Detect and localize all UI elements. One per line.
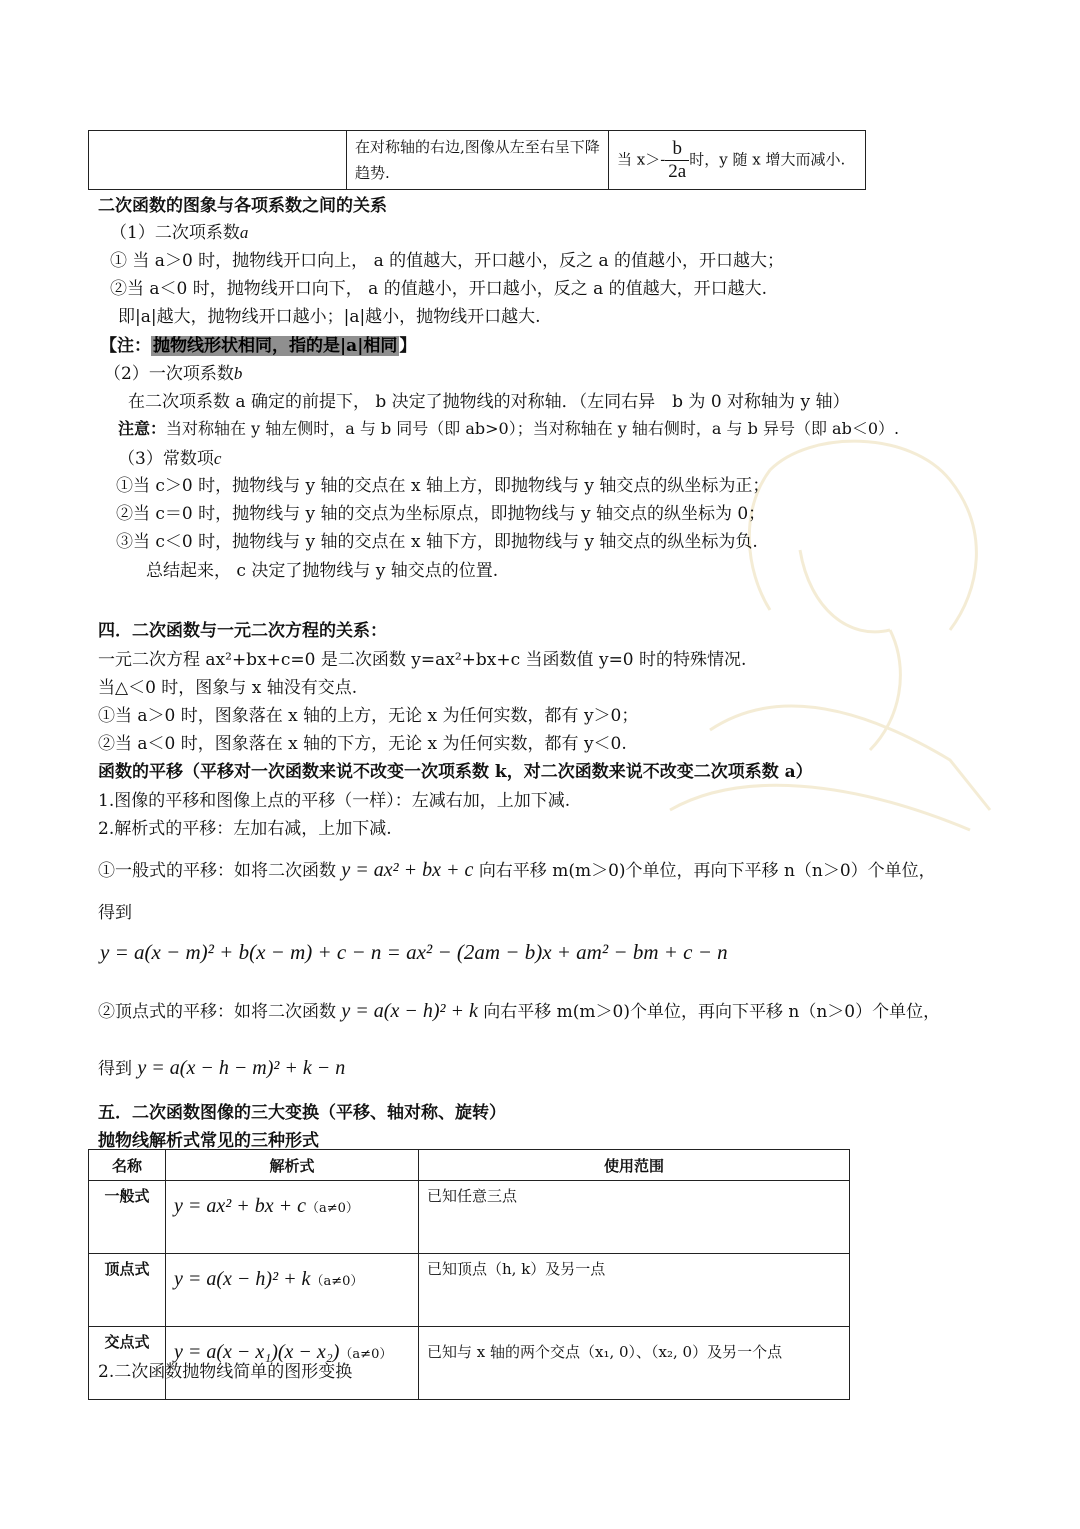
row-range: 已知与 x 轴的两个交点（x₁, 0）、（x₂, 0）及另一个点 (419, 1327, 850, 1400)
fraction-numerator: b (665, 138, 689, 161)
vertex-form-shift (98, 997, 940, 1023)
row-formula: y = a(x − h)² + k (174, 1268, 311, 1290)
section4-line-2: 当△＜0 时，图象与 x 轴没有交点. (98, 678, 358, 698)
fraction-b-over-2a (665, 138, 689, 183)
row-condition: （a≠0） (306, 1201, 359, 1216)
section5-heading: 五．二次函数图像的三大变换（平移、轴对称、旋转） (98, 1103, 506, 1123)
note-highlight: 抛物线形状相同，指的是|a|相同 (153, 336, 398, 356)
row-formula-cell (166, 1181, 419, 1254)
coeff-c-summary: 总结起来， c 决定了抛物线与 y 轴交点的位置. (146, 561, 499, 581)
section4-line-4: ②当 a＜0 时，图象落在 x 轴的下方，无论 x 为任何实数，都有 y＜0. (98, 734, 627, 754)
table-header-row (89, 1150, 850, 1181)
condition-prefix: 当 x＞- (617, 150, 666, 168)
shift-heading: 函数的平移（平移对一次函数来说不改变一次项系数 k，对二次函数来说不改变二次项系数 a） (98, 762, 813, 782)
vertex-form-formula: y = a(x − h)² + k (341, 1000, 478, 1022)
note2-text: 当对称轴在 y 轴左侧时，a 与 b 同号（即 ab>0）；当对称轴在 y 轴右侧时，a 与 b 异号（即 ab＜0）. (166, 419, 900, 438)
note2-label: 注意： (118, 419, 167, 438)
coeff-a-line-2: ②当 a＜0 时，抛物线开口向下， a 的值越小，开口越小，反之 a 的值越大，开口越大. (110, 279, 768, 299)
shift-line-2: 2.解析式的平移：左加右减，上加下减. (98, 819, 392, 839)
section4-heading: 四．二次函数与一元二次方程的关系： (98, 621, 387, 641)
coeff-a-line-3: 即|a|越大，抛物线开口越小；|a|越小，抛物线开口越大. (118, 307, 541, 327)
sub-heading-a-var: a (239, 223, 249, 242)
general-result-formula: y = a(x − m)² + b(x − m) + c − n = ax² − (2am − b)x + am² − bm + c − n (100, 940, 728, 964)
row-formula-cell (166, 1254, 419, 1327)
row-formula: y = a(x − x₁)(x − x₂) (174, 1341, 340, 1363)
vertex-result (98, 1054, 345, 1080)
note-prefix: 【注： (100, 336, 151, 356)
fraction-denominator: 2a (668, 160, 687, 182)
row-range: 已知任意三点 (419, 1181, 850, 1254)
coeff-c-line-3: ③当 c＜0 时，抛物线与 y 轴的交点在 x 轴下方，即抛物线与 y 轴交点的纵坐标为负. (116, 532, 758, 552)
table-row (89, 1181, 850, 1254)
top-table-desc-cell (347, 131, 609, 190)
sub-heading-a-text: （1）二次项系数 (110, 223, 240, 243)
section5-subheading: 抛物线解析式常见的三种形式 (98, 1131, 319, 1151)
row-condition: （a≠0） (339, 1347, 393, 1362)
section5-footer: 2.二次函数抛物线简单的图形变换 (98, 1362, 353, 1382)
section4-line-3: ①当 a＞0 时，图象落在 x 轴的上方，无论 x 为任何实数，都有 y＞0； (98, 706, 639, 726)
row-name: 顶点式 (89, 1254, 166, 1327)
coeff-section-heading: 二次函数的图象与各项系数之间的关系 (98, 196, 387, 216)
shift-line-1: 1.图像的平移和图像上点的平移（一样）：左减右加，上加下减. (98, 791, 571, 811)
note-line (100, 331, 416, 356)
sub-heading-c (118, 444, 221, 469)
vertex-result-formula: y = a(x − h − m)² + k − n (137, 1057, 346, 1079)
condition-suffix: 时，y 随 x 增大而减小. (689, 150, 846, 168)
section4-line-1: 一元二次方程 ax²+bx+c=0 是二次函数 y=ax²+bx+c 当函数值 y=0 时的特殊情况. (98, 650, 747, 670)
header-name: 名称 (89, 1150, 166, 1181)
general-form-shift (98, 856, 936, 882)
general-result-label: 得到 (98, 903, 132, 923)
header-range: 使用范围 (419, 1150, 850, 1181)
row-name: 一般式 (89, 1181, 166, 1254)
sub-heading-b (104, 359, 242, 384)
general-form-suffix: 向右平移 m(m＞0)个单位，再向下平移 n（n＞0）个单位， (478, 861, 936, 881)
sub-heading-b-var: b (233, 364, 243, 383)
coeff-c-line-2: ②当 c＝0 时，抛物线与 y 轴的交点为坐标原点，即抛物线与 y 轴交点的纵坐标为 0； (116, 504, 766, 524)
vertex-form-suffix: 向右平移 m(m＞0)个单位，再向下平移 n（n＞0）个单位， (483, 1002, 941, 1022)
coeff-b-line: 在二次项系数 a 确定的前提下， b 决定了抛物线的对称轴．（左同右异 b 为 0 对称轴为 y 轴） (128, 392, 850, 412)
top-table-condition-cell (609, 131, 866, 190)
vertex-form-prefix: ②顶点式的平移：如将二次函数 (98, 1002, 336, 1022)
general-form-formula: y = ax² + bx + c (341, 859, 474, 881)
row-range: 已知顶点（h, k）及另一点 (419, 1254, 850, 1327)
right-side-description: 在对称轴的右边,图像从左至右呈下降趋势. (355, 138, 600, 182)
sub-heading-a (110, 218, 248, 243)
vertex-result-label: 得到 (98, 1059, 132, 1079)
row-condition: （a≠0） (310, 1274, 364, 1289)
coeff-a-line-1: ① 当 a＞0 时，抛物线开口向上， a 的值越大，开口越小，反之 a 的值越小，开口越大； (110, 251, 785, 271)
table-row (89, 1254, 850, 1327)
general-form-prefix: ①一般式的平移：如将二次函数 (98, 861, 336, 881)
coeff-c-line-1: ①当 c＞0 时，抛物线与 y 轴的交点在 x 轴上方，即抛物线与 y 轴交点的纵坐标为正； (116, 476, 770, 496)
header-formula: 解析式 (166, 1150, 419, 1181)
sub-heading-c-text: （3）常数项 (118, 449, 214, 469)
top-table-fragment (88, 130, 866, 190)
sub-heading-b-text: （2）一次项系数 (104, 364, 234, 384)
row-name: 交点式 (89, 1327, 166, 1400)
note2-line (118, 416, 899, 439)
row-formula: y = ax² + bx + c (174, 1195, 306, 1217)
note-suffix: 】 (399, 336, 417, 356)
top-table-empty-cell (89, 131, 347, 190)
sub-heading-c-var: c (213, 449, 222, 468)
